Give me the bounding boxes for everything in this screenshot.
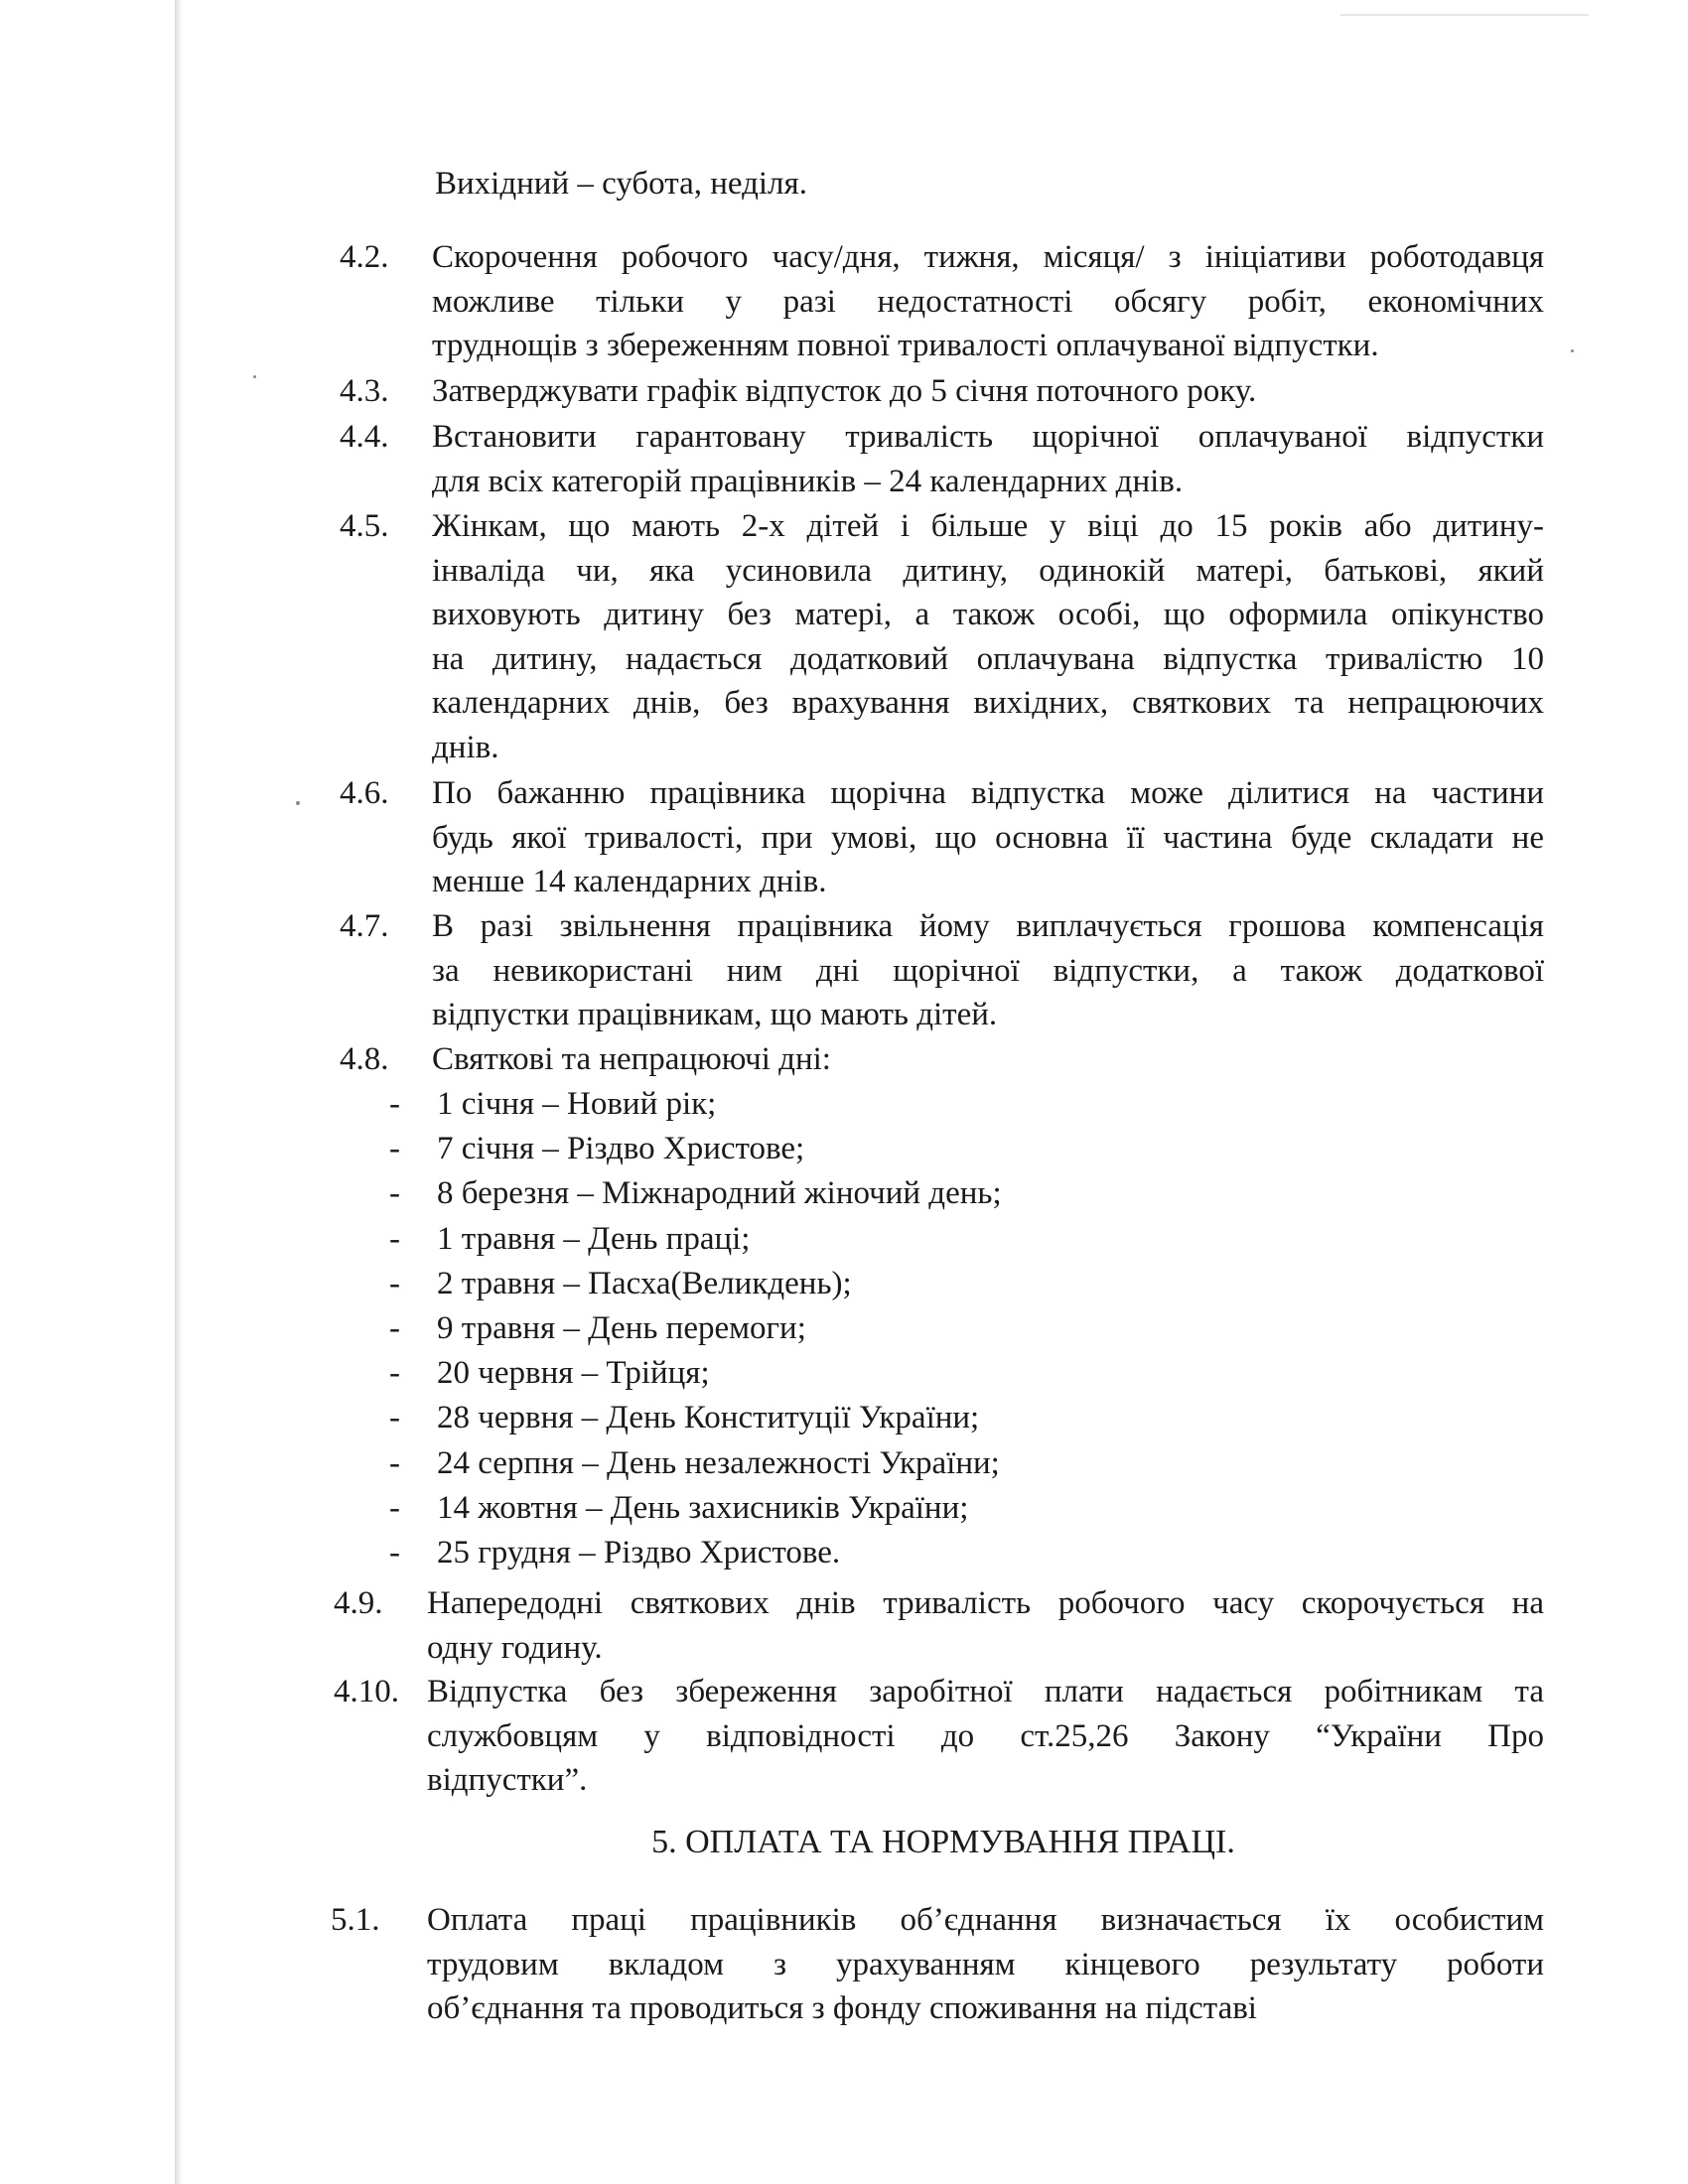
paragraph-line: відпустки”. [427,1762,588,1798]
item-number: 4.6. [340,775,389,811]
list-dash: - [389,1400,400,1436]
paragraph-line: виховують дитину без матері, а також особі, що оформила опікунство [432,597,1544,632]
list-dash: - [389,1535,400,1570]
item-number: 4.4. [340,419,389,455]
paragraph-line: Скорочення робочого часу/дня, тижня, місяця/ з ініціативи роботодавця [432,239,1544,275]
paragraph-line: Затверджувати графік відпусток до 5 січня поточного року. [432,373,1257,409]
paragraph-line: будь якої тривалості, при умові, що основна її частина буде складати не [432,819,1544,856]
list-dash: - [389,1489,400,1526]
paragraph-line: Оплата праці працівників об’єднання визначається їх особистим [427,1902,1544,1938]
section-heading: 5. ОПЛАТА ТА НОРМУВАННЯ ПРАЦІ. [651,1824,1235,1860]
holiday-item: 14 жовтня – День захисників України; [437,1489,969,1526]
paragraph-line: інваліда чи, яка усиновила дитину, одинокій матері, батькові, який [432,552,1544,589]
paragraph-line: Жінкам, що мають 2-х дітей і більше у віці до 15 років або дитину- [432,508,1544,544]
item-number: 4.2. [340,239,389,275]
paragraph-line: на дитину, надається додатковий оплачувана відпустка тривалістю 10 [432,640,1544,677]
paragraph-line: Встановити гарантовану тривалість щорічної оплачуваної відпустки [432,419,1544,455]
paragraph-line: можливе тільки у разі недостатності обсягу робіт, економічних [432,283,1544,320]
paragraph-line: трудовим вкладом з урахуванням кінцевого результату роботи [427,1946,1544,1982]
paragraph-line: для всіх категорій працівників – 24 календарних днів. [432,463,1184,499]
paragraph-line: одну годину. [427,1629,603,1666]
list-dash: - [389,1310,400,1346]
holiday-item: 1 січня – Новий рік; [437,1086,717,1122]
list-dash: - [389,1131,400,1167]
list-dash: - [389,1220,400,1257]
paragraph-line: службовцям у відповідності до ст.25,26 Закону “України Про [427,1717,1544,1754]
paragraph-line: об’єднання та проводиться з фонду споживання на підставі [427,1990,1257,2026]
item-number: 4.9. [334,1585,383,1621]
paragraph-line: Святкові та непрацюючі дні: [432,1041,831,1077]
holiday-item: 28 червня – День Конституції України; [437,1400,980,1436]
list-dash: - [389,1355,400,1392]
holiday-item: 25 грудня – Різдво Христове. [437,1535,841,1570]
list-dash: - [389,1175,400,1212]
list-dash: - [389,1265,400,1301]
paragraph-line: менше 14 календарних днів. [432,864,827,899]
paragraph-line: Вихідний – субота, неділя. [435,166,807,202]
paragraph-line: відпустки працівникам, що мають дітей. [432,997,998,1032]
list-dash: - [389,1086,400,1122]
holiday-item: 1 травня – День праці; [437,1220,751,1257]
paragraph-line: труднощів з збереженням повної тривалості оплачуваної відпустки. [432,328,1379,363]
item-number: 4.8. [340,1041,389,1077]
holiday-item: 20 червня – Трійця; [437,1355,710,1392]
paragraph-line: Відпустка без збереження заробітної плати надається робітникам та [427,1674,1544,1709]
paragraph-line: Напередодні святкових днів тривалість робочого часу скорочується на [427,1585,1544,1621]
item-number: 5.1. [331,1902,380,1938]
holiday-item: 8 березня – Міжнародний жіночий день; [437,1175,1002,1212]
item-number: 4.10. [334,1674,399,1709]
item-number: 4.3. [340,373,389,409]
holiday-item: 24 серпня – День незалежності України; [437,1444,1000,1481]
paragraph-line: календарних днів, без врахування вихідних, святкових та непрацюючих [432,685,1544,721]
paragraph-line: В разі звільнення працівника йому виплачується грошова компенсація [432,908,1544,944]
item-number: 4.5. [340,508,389,544]
paragraph-line: По бажанню працівника щорічна відпустка може ділитися на частини [432,775,1544,811]
holiday-item: 7 січня – Різдво Христове; [437,1131,805,1167]
holiday-item: 9 травня – День перемоги; [437,1310,806,1346]
holiday-item: 2 травня – Пасха(Великдень); [437,1265,852,1301]
list-dash: - [389,1444,400,1481]
item-number: 4.7. [340,908,389,944]
paragraph-line: за невикористані ним дні щорічної відпустки, а також додаткової [432,952,1544,989]
paragraph-line: днів. [432,729,499,765]
